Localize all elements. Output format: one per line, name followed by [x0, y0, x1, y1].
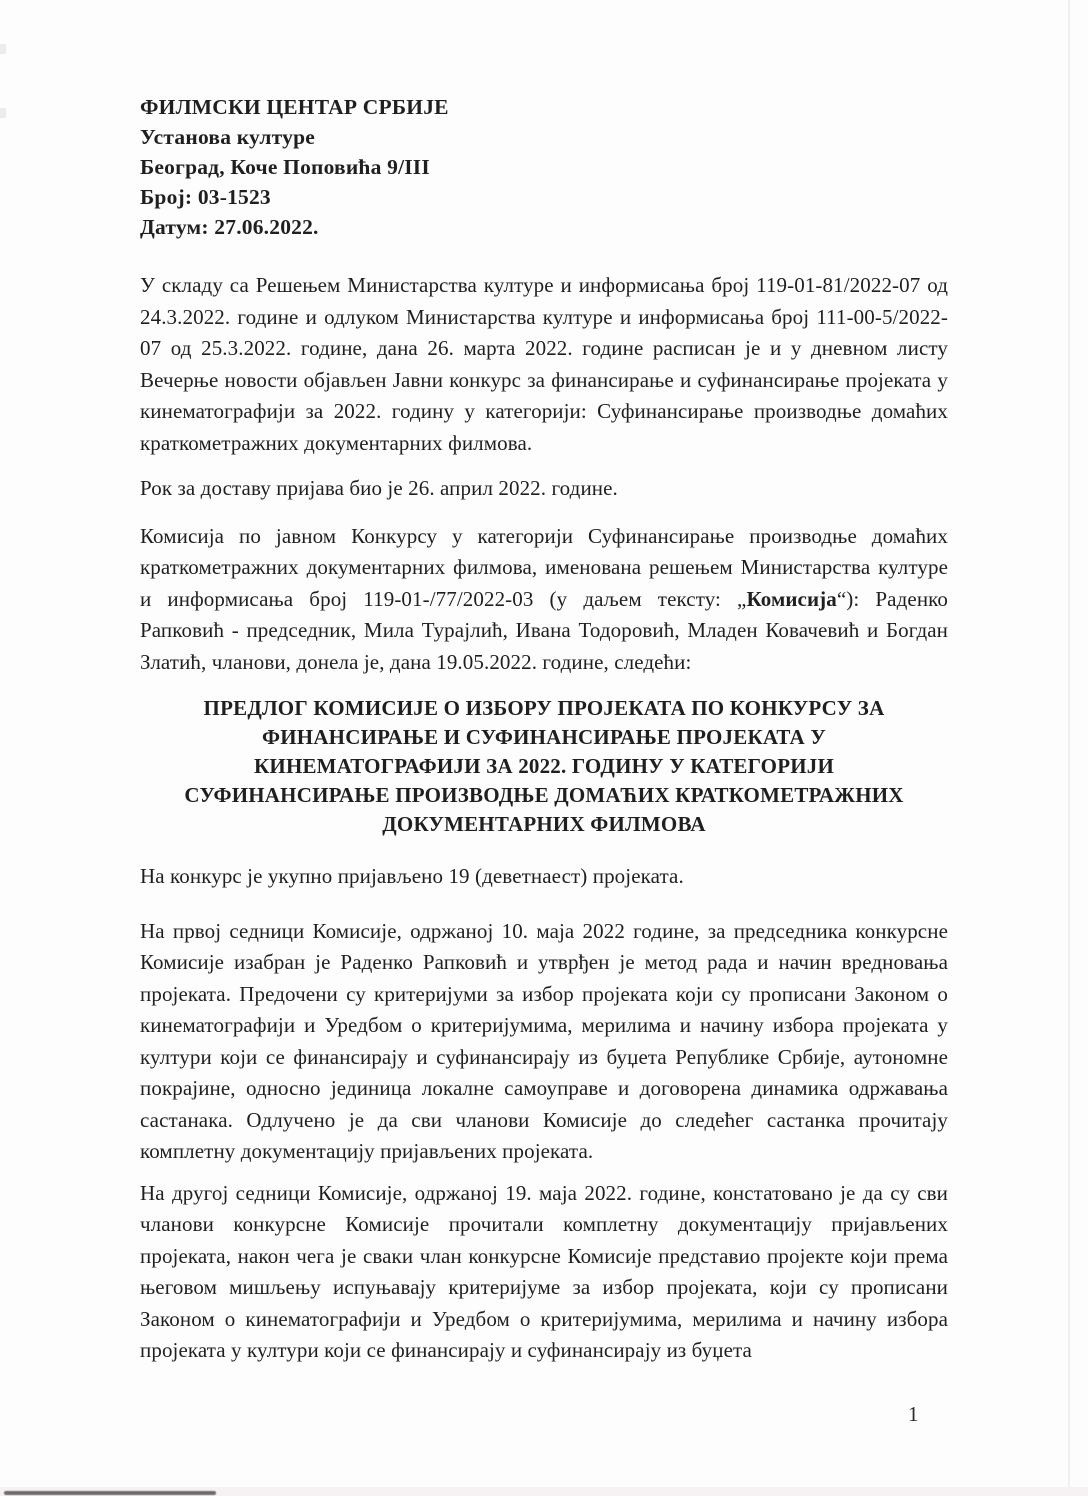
scan-edge-right — [1068, 0, 1070, 1496]
scan-speck — [0, 44, 6, 54]
paragraph-deadline: Рок за доставу пријава био је 26. април 2022. године. — [140, 476, 618, 500]
paragraph-first-session: На првој седници Комисије, одржаној 10. маја 2022 године, за председника конкурсне Комисије изабран је Раденко Рапковић и утврђен је метод рада и начин вредновања пројеката. Предочени су критеријуми за избор пројеката који су прописани Законом о кинематографији и Уредбом о критеријумима, мерилима и начину избора пројеката у култури који се финансирају и суфинансирају из буџета Републике Србије, аутономне покрајине, односно јединица локалне самоуправе и договорена динамика одржавања састанака. Одлучено је да сви чланови Комисије до следећег састанка прочитају комплетну документацију пријављених пројеката. — [140, 918, 948, 1163]
paragraph-commission — [140, 521, 948, 679]
title-line: ДОКУМЕНТАРНИХ ФИЛМОВА — [382, 812, 706, 836]
paragraph-second-session: На другој седници Комисије, одржаној 19. маја 2022. године, констатовано је да су сви чланови конкурсне Комисије прочитали комплетну документацију пријављених пројеката, након чега је сваки члан конкурсне Комисије представио пројекте који према његовом мишљењу испуњавају критеријуме за избор пројеката, који су прописани Законом о кинематографији и Уредбом о критеријумима, мерилима и начину избора пројеката у култури који се финансирају и суфинансирају из буџета — [140, 1180, 948, 1362]
ref-number: Број: 03-1523 — [140, 185, 271, 209]
commission-text-pre: Комисија по јавном Конкурсу у категорији Суфинансирање производње домаћих краткометражних документарних филмова, именована решењем Министарства културе и информисања број 119-01-/77/2022-03 (у даљем тексту: „ — [140, 523, 948, 611]
doc-date: Датум: 27.06.2022. — [140, 215, 319, 239]
org-name: ФИЛМСКИ ЦЕНТАР СРБИЈЕ — [140, 95, 449, 119]
org-address: Београд, Коче Поповића 9/III — [140, 155, 430, 179]
commission-text-post: “): Раденко Рапковић - председник, Мила Турајлић, Ивана Тодоровић, Младен Ковачевић и Богдан Златић, чланови, донела је, дана 19.05.2022. године, следећи: — [140, 586, 948, 674]
paragraph-total-applications: На конкурс је укупно пријављено 19 (деветнаест) пројеката. — [140, 864, 684, 888]
page-number: 1 — [908, 1402, 919, 1426]
title-line: ФИНАНСИРАЊЕ И СУФИНАНСИРАЊЕ ПРОЈЕКАТА У — [262, 725, 826, 749]
org-type: Установа културе — [140, 125, 316, 149]
commission-name-bold: Комисија — [746, 586, 837, 611]
title-line: КИНЕМАТОГРАФИЈИ ЗА 2022. ГОДИНУ У КАТЕГОРИЈИ — [253, 754, 834, 778]
title-line: СУФИНАНСИРАЊЕ ПРОИЗВОДЊЕ ДОМАЋИХ КРАТКОМЕТРАЖНИХ — [184, 783, 904, 807]
scan-edge-bottom-line — [4, 1491, 216, 1495]
document-title — [140, 694, 948, 839]
paragraph-intro: У складу са Решењем Министарства културе и информисања број 119-01-81/2022-07 од 24.3.2022. године и одлуком Министарства културе и информисања број 111-00-5/2022-07 од 25.3.2022. године, дана 26. марта 2022. године расписан је и у дневном листу Вечерње новости објављен Јавни конкурс за финансирање и суфинансирање пројеката у кинематографији за 2022. годину у категорији: Суфинансирање производње домаћих краткометражних документарних филмова. — [140, 273, 948, 455]
letterhead — [140, 92, 948, 242]
title-line: ПРЕДЛОГ КОМИСИЈЕ О ИЗБОРУ ПРОЈЕКАТА ПО КОНКУРСУ ЗА — [203, 696, 885, 720]
scan-speck — [0, 108, 6, 118]
